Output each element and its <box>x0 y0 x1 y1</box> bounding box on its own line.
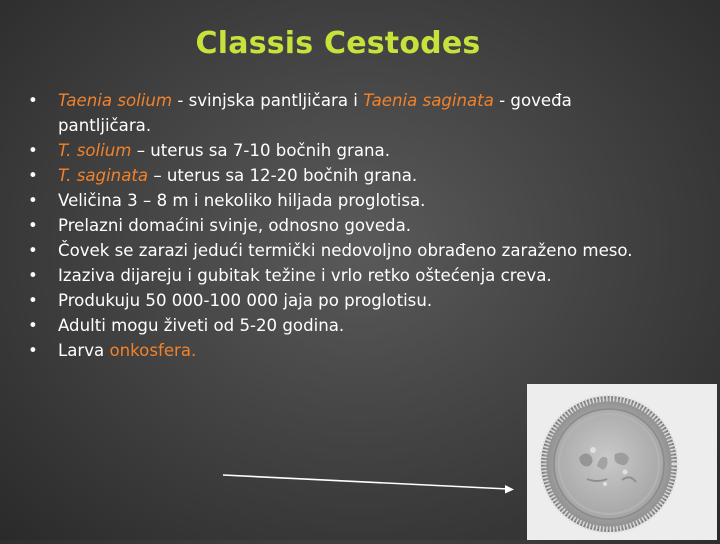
bullet-text-segment: Čovek se zarazi jedući termički nedovoljno obrađeno zaraženo meso. <box>58 241 633 260</box>
bullet-text-segment: T. solium <box>58 141 132 160</box>
bullet-text-segment: Izaziva dijareju i gubitak težine i vrlo retko oštećenja creva. <box>58 266 552 285</box>
bullet-text-segment: - svinjska pantljičara i <box>172 91 364 110</box>
bullet-text-segment: Veličina 3 – 8 m i nekoliko hiljada proglotisa. <box>58 191 426 210</box>
bullet-text-segment: onkosfera. <box>109 341 197 360</box>
bullet-text-segment: - goveđa pantljičara. <box>58 91 572 135</box>
bullet-text-segment: Produkuju 50 000-100 000 jaja po proglotisu. <box>58 291 433 310</box>
bullet-text-segment: Adulti mogu živeti od 5-20 godina. <box>58 316 345 335</box>
bullet-text-segment: Taenia saginata <box>363 91 494 110</box>
bullet-text-segment: Prelazni domaćini svinje, odnosno goveda. <box>58 216 412 235</box>
bullet-text-segment: Larva <box>58 341 110 360</box>
oncosphere-egg-image <box>527 384 717 540</box>
slide-title: Classis Cestodes <box>195 26 481 61</box>
bullet-text-segment: – uterus sa 7-10 bočnih grana. <box>131 141 390 160</box>
bullet-text-segment: Taenia solium <box>58 91 173 110</box>
bullet-text-segment: – uterus sa 12-20 bočnih grana. <box>148 166 418 185</box>
bullet-text-segment: T. saginata <box>58 166 149 185</box>
